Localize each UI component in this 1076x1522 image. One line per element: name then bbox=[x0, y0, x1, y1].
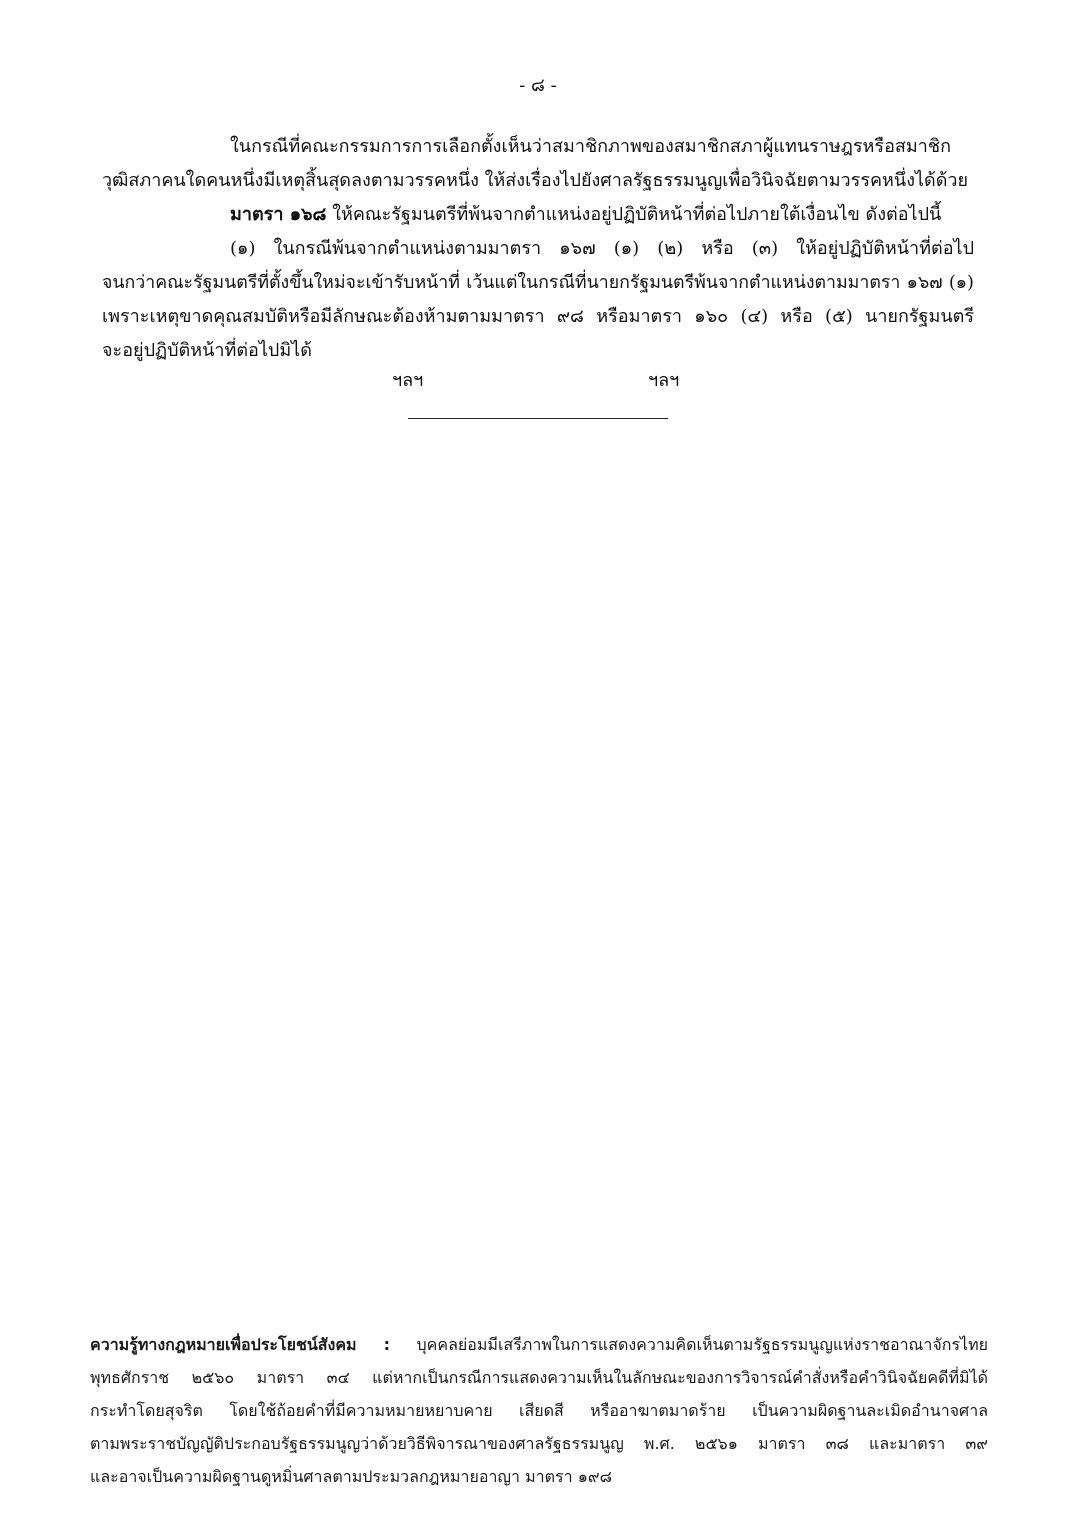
footer-line: กระทำโดยสุจริต โดยใช้ถ้อยคำที่มีความหมายหยาบคาย เสียดสี หรืออาฆาตมาดร้าย เป็นความผิดฐานละเมิดอำนาจศาล bbox=[90, 1401, 988, 1420]
section-heading-line bbox=[102, 198, 974, 232]
omission-mark-left: ฯลฯ bbox=[392, 370, 424, 391]
omission-mark-right: ฯลฯ bbox=[648, 370, 680, 391]
section-text: ให้คณะรัฐมนตรีที่พ้นจากตำแหน่งอยู่ปฏิบัติหน้าที่ต่อไปภายใต้เงื่อนไข ดังต่อไปนี้ bbox=[332, 204, 942, 225]
omission-marks bbox=[0, 365, 1076, 393]
page-number: - ๘ - bbox=[519, 75, 557, 96]
end-divider bbox=[408, 418, 668, 419]
footer-text: บุคคลย่อมมีเสรีภาพในการแสดงความคิดเห็นตามรัฐธรรมนูญแห่งราชอาณาจักรไทย bbox=[416, 1335, 988, 1354]
paragraph-line: จนกว่าคณะรัฐมนตรีที่ตั้งขึ้นใหม่จะเข้ารับหน้าที่ เว้นแต่ในกรณีที่นายกรัฐมนตรีพ้นจากตำแหน่งตามมาตรา ๑๖๗ (๑) bbox=[102, 273, 974, 293]
footer-line: ตามพระราชบัญญัติประกอบรัฐธรรมนูญว่าด้วยวิธีพิจารณาของศาลรัฐธรรมนูญ พ.ศ. ๒๕๖๑ มาตรา ๓๘ และมาตรา ๓๙ bbox=[90, 1434, 988, 1453]
footer-line: พุทธศักราช ๒๕๖๐ มาตรา ๓๔ แต่หากเป็นกรณีการแสดงความเห็นในลักษณะของการวิจารณ์คำสั่งหรือคำวินิจฉัยคดีที่มิได้ bbox=[90, 1368, 988, 1387]
section-label: มาตรา ๑๖๘ bbox=[230, 204, 327, 225]
footer-heading: ความรู้ทางกฎหมายเพื่อประโยชน์สังคม : bbox=[90, 1335, 390, 1354]
paragraph-line: (๑) ในกรณีพ้นจากตำแหน่งตามมาตรา ๑๖๗ (๑) (๒) หรือ (๓) ให้อยู่ปฏิบัติหน้าที่ต่อไป bbox=[230, 238, 974, 259]
paragraph-line: จะอยู่ปฏิบัติหน้าที่ต่อไปมิได้ bbox=[102, 340, 312, 361]
legal-knowledge-footer bbox=[90, 1328, 988, 1493]
paragraph-line: วุฒิสภาคนใดคนหนึ่งมีเหตุสิ้นสุดลงตามวรรคหนึ่ง ให้ส่งเรื่องไปยังศาลรัฐธรรมนูญเพื่อวินิจฉัยตามวรรคหนึ่งได้ด้วย bbox=[102, 170, 969, 191]
footer-line bbox=[90, 1328, 988, 1361]
document-body bbox=[102, 130, 974, 368]
paragraph-line: ในกรณีที่คณะกรรมการการเลือกตั้งเห็นว่าสมาชิกภาพของสมาชิกสภาผู้แทนราษฎรหรือสมาชิก bbox=[230, 136, 951, 157]
footer-line: และอาจเป็นความผิดฐานดูหมิ่นศาลตามประมวลกฎหมายอาญา มาตรา ๑๙๘ bbox=[90, 1467, 612, 1486]
paragraph-line: เพราะเหตุขาดคุณสมบัติหรือมีลักษณะต้องห้ามตามมาตรา ๙๘ หรือมาตรา ๑๖๐ (๔) หรือ (๕) นายกรัฐมนตรี bbox=[102, 306, 974, 327]
